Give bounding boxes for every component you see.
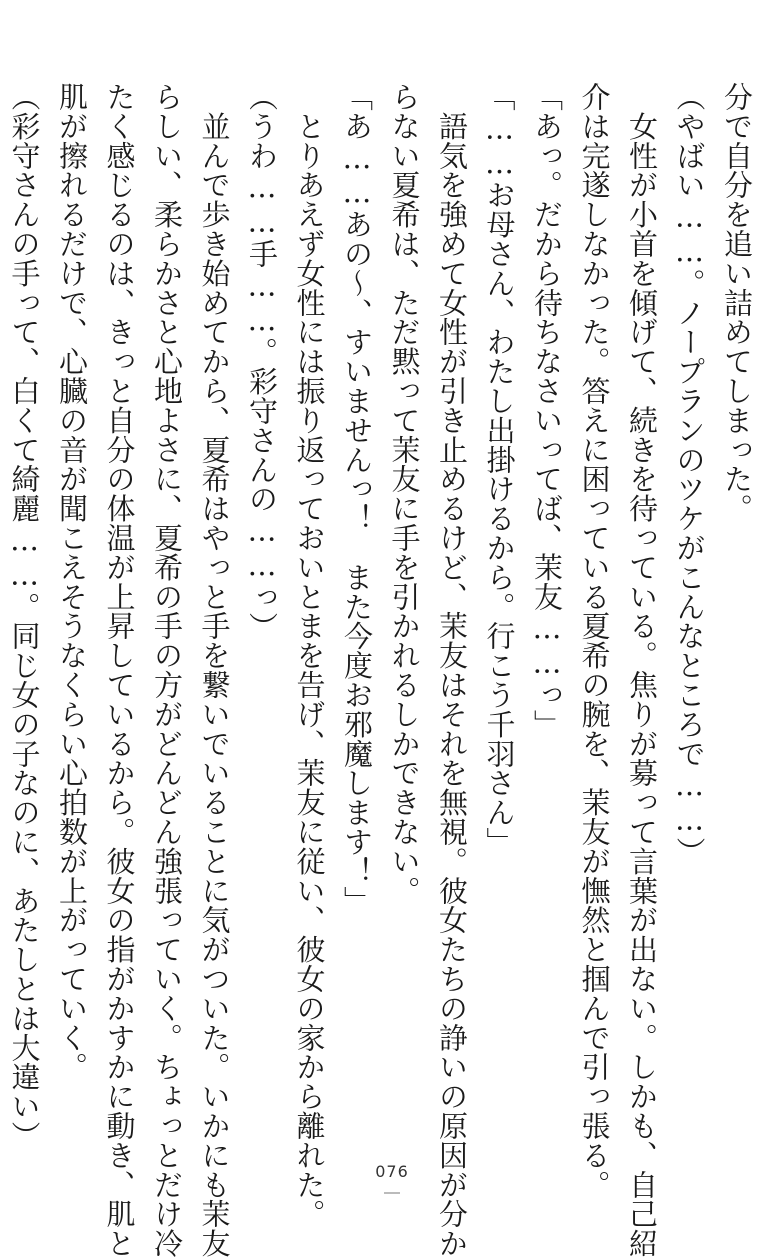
text-line: たく感じるのは、きっと自分の体温が上昇しているから。彼女の指がかすかに動き、肌と [102, 82, 137, 1258]
text-line: 女性が小首を傾げて、続きを待っている。焦りが募って言葉が出ない。しかも、自己紹 [625, 82, 659, 1258]
text-line: らない夏希は、ただ黙って茉友に手を引かれるしかできない。 [387, 82, 422, 906]
text-line: 「……お母さん、わたし出掛けるから。行こう千羽さん」 [482, 82, 517, 857]
text-line: 「あ……あの～、すいませんっ！ また今度お邪魔します！」 [340, 82, 374, 916]
text-line: 並んで歩き始めてから、夏希はやっと手を繋いでいることに気がついた。いかにも茉友 [197, 82, 232, 1258]
text-line: 肌が擦れるだけで、心臓の音が聞こえそうなくらい心拍数が上がっていく。 [55, 82, 89, 1082]
text-line: （やばい……。ノープランのツケがこんなところで……） [672, 82, 707, 867]
page-number: 076 [375, 1162, 409, 1181]
text-line: 「あっ。だから待ちなさいってば、茉友……っ」 [530, 82, 564, 739]
page-edge-mark [384, 1192, 400, 1194]
text-line: （彩守さんの手って、白くて綺麗……。同じ女の子なのに、あたしとは大違い） [7, 82, 42, 1151]
text-line: らしい、柔らかさと心地よさに、夏希の手の方がどんどん強張っていく。ちょっとだけ冷 [150, 82, 184, 1258]
text-line: 語気を強めて女性が引き止めるけど、茉友はそれを無視。彼女たちの諍いの原因が分か [435, 82, 469, 1258]
text-line: 分で自分を追い詰めてしまった。 [720, 82, 754, 523]
text-line: とりあえず女性には振り返っておいとまを告げ、茉友に従い、彼女の家から離れた。 [292, 82, 327, 1229]
text-line: （うわ……手……。彩守さんの……っ） [245, 82, 279, 642]
text-line: 介は完遂しなかった。答えに困っている夏希の腕を、茉友が憮然と掴んで引っ張る。 [577, 82, 612, 1200]
